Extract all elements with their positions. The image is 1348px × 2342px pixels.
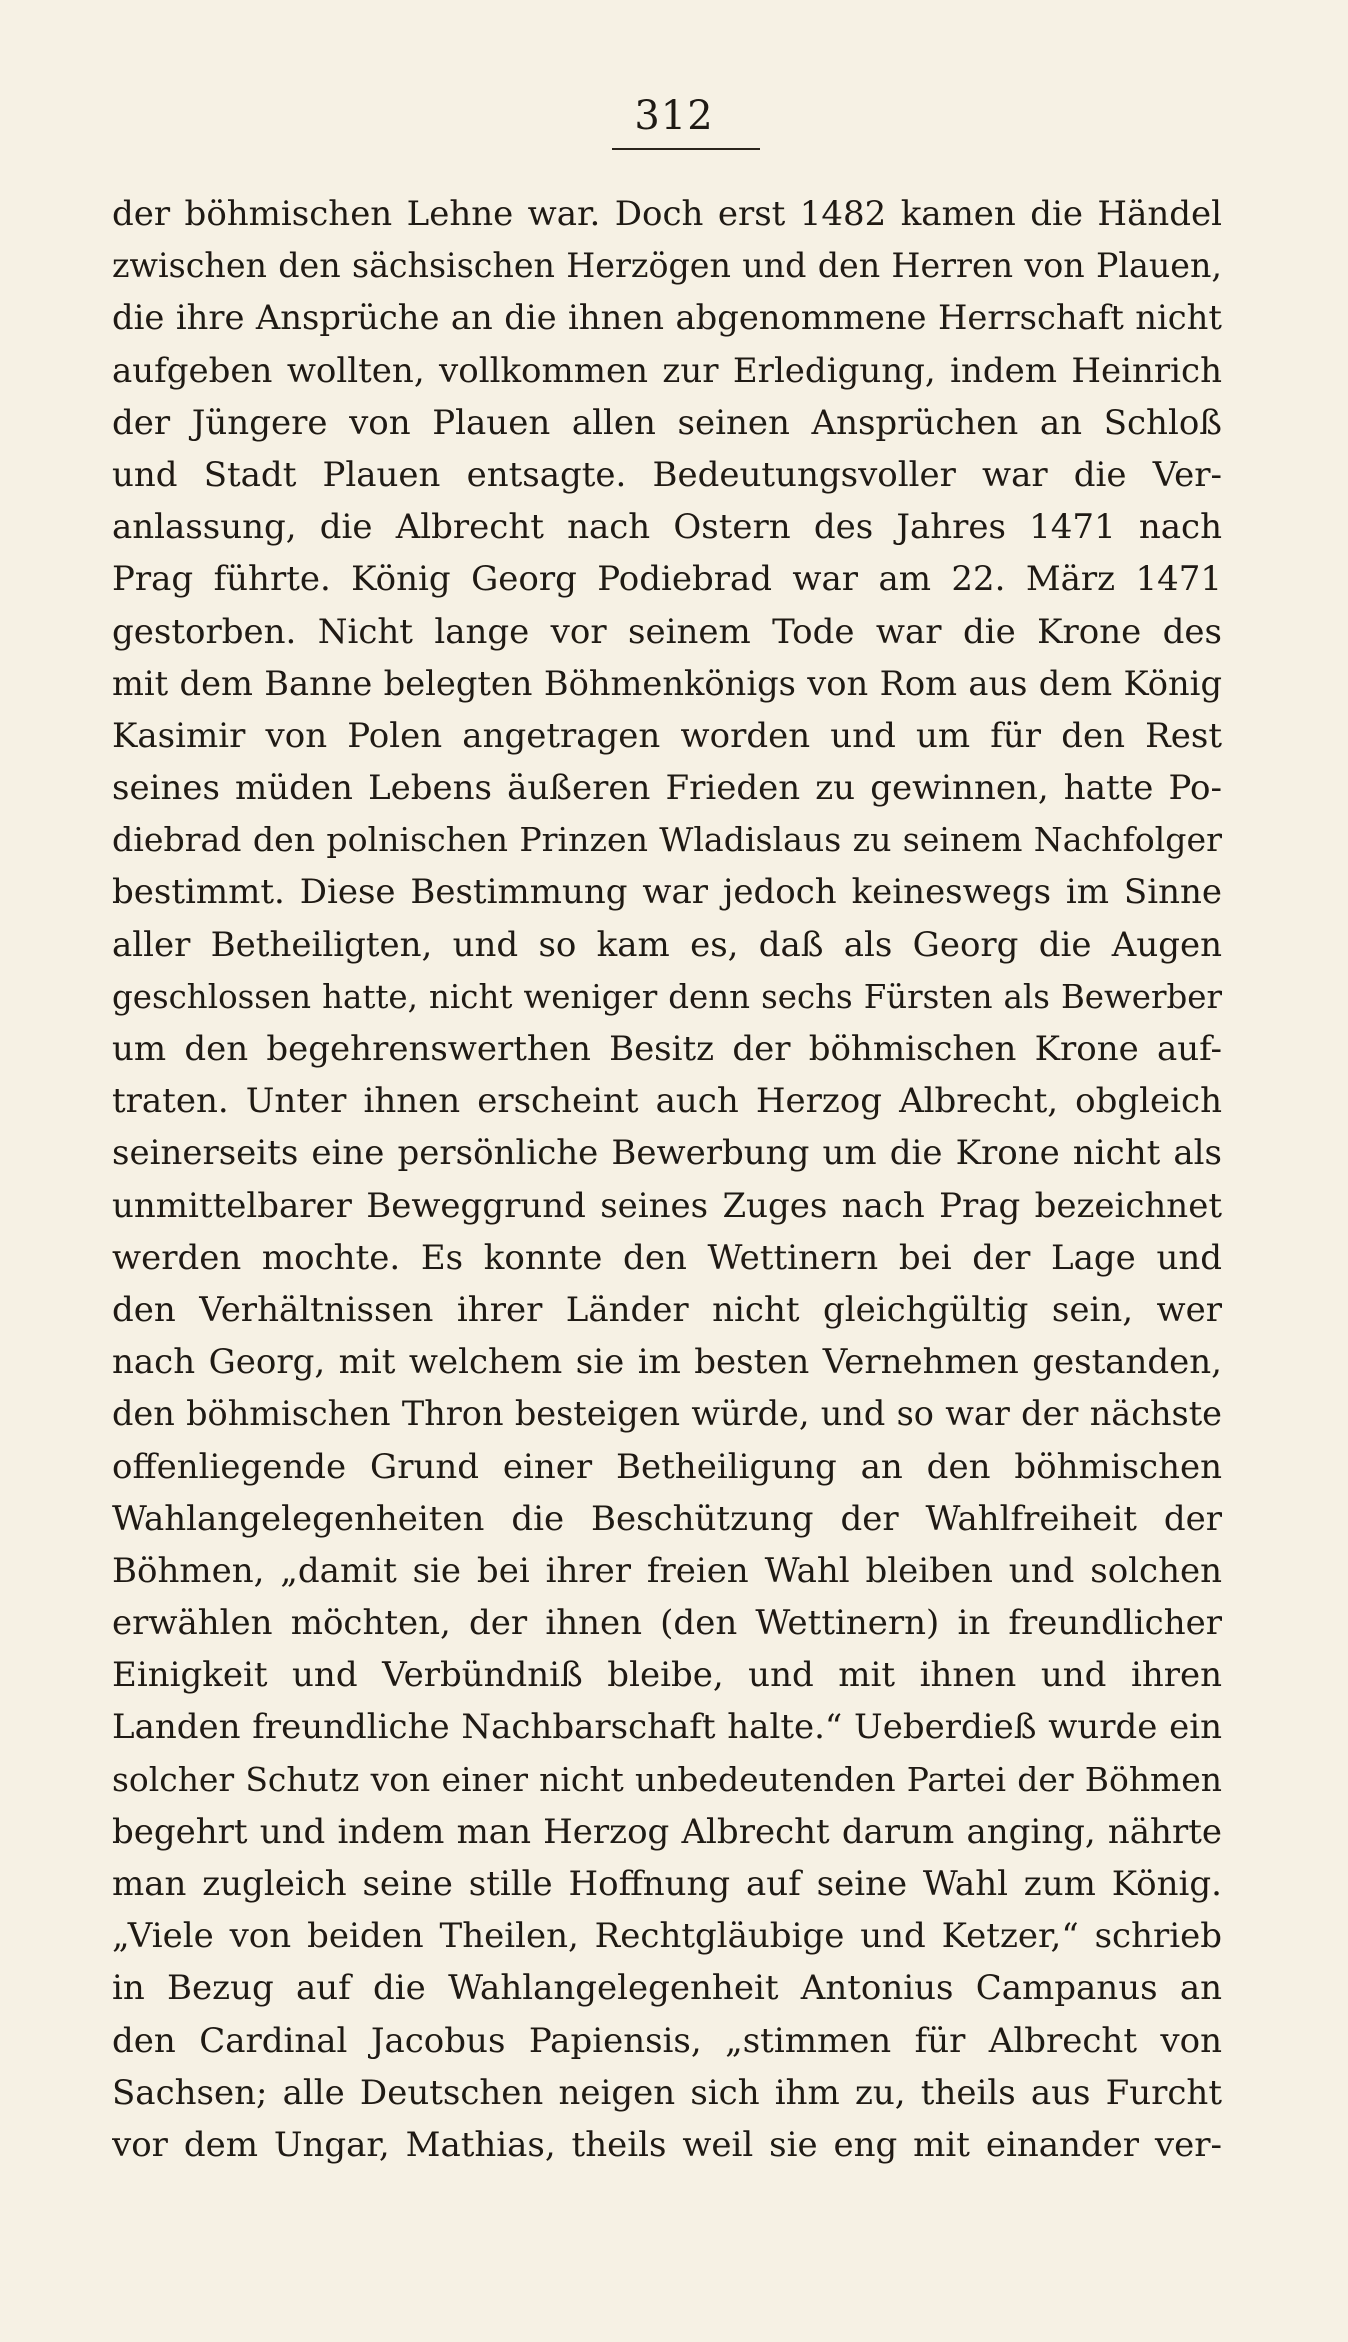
text-line: diebrad den polnischen Prinzen Wladislaus zu seinem Nachfolger (112, 820, 1222, 860)
text-line: den Verhältnissen ihrer Länder nicht gleichgültig sein, wer (112, 1289, 1222, 1330)
text-line: seinerseits eine persönliche Bewerbung um die Krone nicht als (112, 1133, 1222, 1174)
text-line: Wahlangelegenheiten die Beschützung der Wahlfreiheit der (112, 1498, 1222, 1539)
text-line: seines müden Lebens äußeren Frieden zu gewinnen, hatte Po- (112, 768, 1222, 809)
text-line: nach Georg, mit welchem sie im besten Vernehmen gestanden, (112, 1342, 1222, 1383)
text-line: vor dem Ungar, Mathias, theils weil sie eng mit einander ver- (112, 2124, 1222, 2165)
text-line: um den begehrenswerthen Besitz der böhmischen Krone auf- (112, 1029, 1222, 1069)
text-line: unmittelbarer Beweggrund seines Zuges nach Prag bezeichnet (112, 1185, 1222, 1226)
text-line: Prag führte. König Georg Podiebrad war am 22. März 1471 (112, 559, 1222, 600)
text-line: solcher Schutz von einer nicht unbedeutenden Partei der Böhmen (112, 1759, 1222, 1799)
page-number: 312 (634, 93, 714, 139)
text-line: in Bezug auf die Wahlangelegenheit Antonius Campanus an (112, 1968, 1222, 2009)
text-line: zwischen den sächsischen Herzögen und den Herren von Plauen, (112, 246, 1222, 286)
page-number-rule (612, 148, 760, 150)
text-line: „Viele von beiden Theilen, Rechtgläubige und Ketzer,“ schrieb (112, 1916, 1222, 1957)
text-line: traten. Unter ihnen erscheint auch Herzog Albrecht, obgleich (112, 1081, 1222, 1122)
text-line: Landen freundliche Nachbarschaft halte.“ Ueberdieß wurde ein (112, 1707, 1222, 1748)
text-line: aller Betheiligten, und so kam es, daß als Georg die Augen (112, 924, 1222, 965)
text-line: offenliegende Grund einer Betheiligung an den böhmischen (112, 1446, 1222, 1487)
text-line: Böhmen, „damit sie bei ihrer freien Wahl bleiben und solchen (112, 1550, 1222, 1591)
text-line: der Jüngere von Plauen allen seinen Ansprüchen an Schloß (112, 402, 1222, 443)
text-line: der böhmischen Lehne war. Doch erst 1482 kamen die Händel (112, 194, 1222, 234)
body-text (112, 188, 1222, 2171)
text-line: den Cardinal Jacobus Papiensis, „stimmen für Albrecht von (112, 2020, 1222, 2061)
text-line: man zugleich seine stille Hoffnung auf seine Wahl zum König. (112, 1864, 1222, 1904)
text-line: und Stadt Plauen entsagte. Bedeutungsvoller war die Ver- (112, 454, 1222, 495)
text-line: mit dem Banne belegten Böhmenkönigs von Rom aus dem König (112, 663, 1222, 703)
text-line: den böhmischen Thron besteigen würde, und so war der nächste (112, 1394, 1222, 1434)
text-line: erwählen möchten, der ihnen (den Wettinern) in freundlicher (112, 1603, 1222, 1644)
text-line: Kasimir von Polen angetragen worden und um für den Rest (112, 715, 1222, 756)
text-line: gestorben. Nicht lange vor seinem Tode war die Krone des (112, 611, 1222, 652)
text-line: begehrt und indem man Herzog Albrecht darum anging, nährte (112, 1811, 1222, 1852)
text-line: bestimmt. Diese Bestimmung war jedoch keineswegs im Sinne (112, 872, 1222, 913)
text-line: Sachsen; alle Deutschen neigen sich ihm zu, theils aus Furcht (112, 2072, 1222, 2113)
text-line: die ihre Ansprüche an die ihnen abgenommene Herrschaft nicht (112, 298, 1222, 338)
text-line: aufgeben wollten, vollkommen zur Erledigung, indem Heinrich (112, 350, 1222, 391)
text-line: Einigkeit und Verbündniß bleibe, und mit ihnen und ihren (112, 1655, 1222, 1696)
text-line: anlassung, die Albrecht nach Ostern des Jahres 1471 nach (112, 507, 1222, 548)
text-line: werden mochte. Es konnte den Wettinern bei der Lage und (112, 1237, 1222, 1278)
text-line: geschlossen hatte, nicht weniger denn sechs Fürsten als Bewerber (112, 977, 1222, 1016)
